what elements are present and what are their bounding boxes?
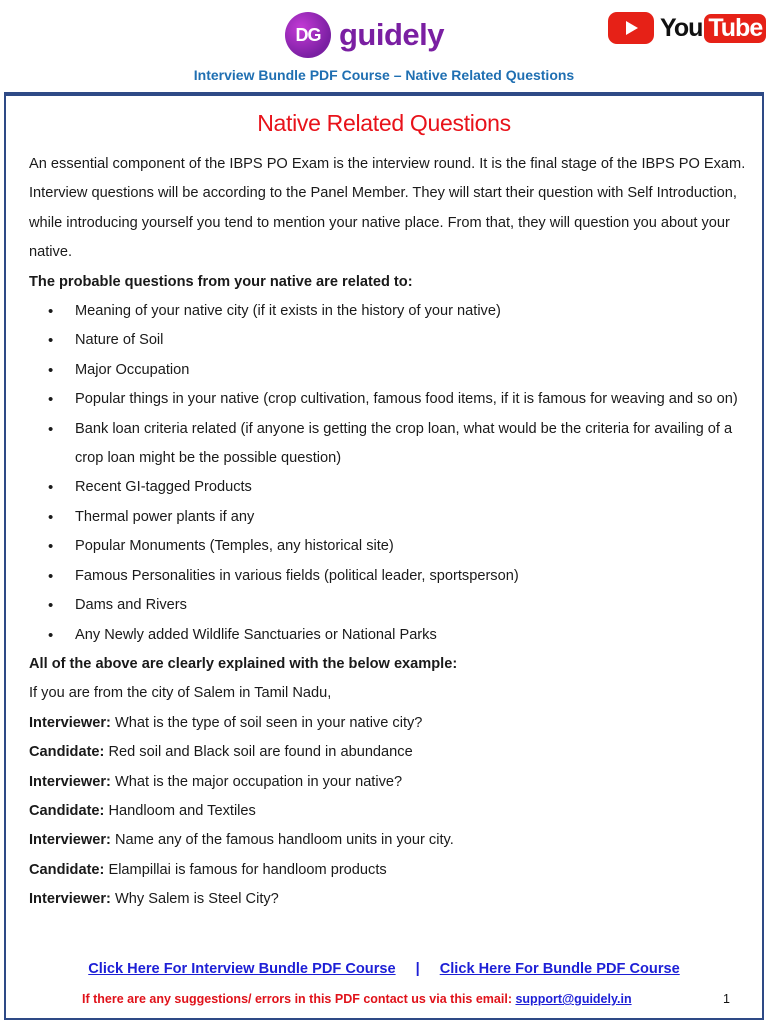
list-item: • Any Newly added Wildlife Sanctuaries or National Parks [29, 621, 747, 650]
example-lead: All of the above are clearly explained with the below example: [29, 655, 458, 672]
list-item: • Famous Personalities in various fields (political leader, sportsperson) [29, 562, 747, 591]
dialogue-text: Why Salem is Steel City? [110, 891, 279, 908]
support-email-link[interactable]: support@guidely.in [515, 992, 632, 1006]
speaker-label: Interviewer: [29, 891, 111, 908]
dialogue-line [29, 738, 747, 767]
guidely-logo[interactable] [285, 12, 444, 58]
dialogue [29, 709, 747, 915]
dialogue-line [29, 768, 747, 797]
bundle-pdf-link[interactable]: Click Here For Bundle PDF Course [439, 961, 680, 977]
list-item: • Popular things in your native (crop cultivation, famous food items, if it is famous for weaving and so on) [29, 385, 747, 414]
dialogue-line [29, 797, 747, 826]
document-body [29, 150, 747, 915]
youtube-tube-text: Tube [704, 14, 766, 43]
speaker-label: Candidate: [29, 802, 105, 819]
dialogue-text: Elampillai is famous for handloom products [104, 861, 387, 878]
dialogue-text: Name any of the famous handloom units in your city. [110, 832, 454, 849]
youtube-wordmark [660, 14, 766, 43]
list-item: • Meaning of your native city (if it exists in the history of your native) [29, 297, 747, 326]
page-number: 1 [723, 992, 730, 1006]
intro-paragraph: An essential component of the IBPS PO Exam is the interview round. It is the final stage of the IBPS PO Exam. Interview questions will be according to the Panel Member. They will start their question with Self Introduction, while introducing yourself you tend to mention your native place. From that, they will question you about your native. [29, 156, 746, 261]
example-intro: If you are from the city of Salem in Tamil Nadu, [29, 685, 332, 702]
dialogue-line [29, 709, 747, 738]
dialogue-text: What is the major occupation in your native? [110, 773, 403, 790]
speaker-label: Interviewer: [29, 714, 111, 731]
list-item: • Thermal power plants if any [29, 503, 747, 532]
footer-note-text: If there are any suggestions/ errors in this PDF contact us via this email: [82, 992, 516, 1006]
speaker-label: Candidate: [29, 861, 105, 878]
dialogue-text: Handloom and Textiles [104, 802, 256, 819]
speaker-label: Candidate: [29, 744, 105, 761]
footer-note [82, 992, 632, 1006]
dialogue-text: Red soil and Black soil are found in abundance [104, 744, 413, 761]
list-item: • Nature of Soil [29, 326, 747, 355]
dialogue-line [29, 856, 747, 885]
speaker-label: Interviewer: [29, 832, 111, 849]
youtube-play-icon [608, 12, 654, 44]
document-subtitle: Interview Bundle PDF Course – Native Related Questions [193, 67, 575, 83]
dialogue-line [29, 826, 747, 855]
speaker-label: Interviewer: [29, 773, 111, 790]
list-item: • Dams and Rivers [29, 591, 747, 620]
list-item: • Major Occupation [29, 356, 747, 385]
guidely-logo-text: guidely [339, 17, 445, 52]
questions-lead: The probable questions from your native are related to: [29, 273, 413, 290]
list-item: • Popular Monuments (Temples, any historical site) [29, 532, 747, 561]
topic-list [29, 297, 747, 650]
interview-bundle-link[interactable]: Click Here For Interview Bundle PDF Course [88, 961, 396, 977]
page-title: Native Related Questions [257, 110, 511, 136]
dialogue-line [29, 885, 747, 914]
youtube-you-text: You [660, 13, 703, 42]
list-item: • Recent GI-tagged Products [29, 473, 747, 502]
guidely-logo-mark-icon: DG [285, 12, 331, 58]
dialogue-text: What is the type of soil seen in your native city? [110, 714, 423, 731]
footer-links [0, 961, 768, 977]
youtube-logo[interactable] [608, 12, 766, 44]
list-item: • Bank loan criteria related (if anyone is getting the crop loan, what would be the criteria for availing of a crop loan might be the possible question) [29, 415, 747, 474]
footer-separator: | [415, 961, 420, 977]
